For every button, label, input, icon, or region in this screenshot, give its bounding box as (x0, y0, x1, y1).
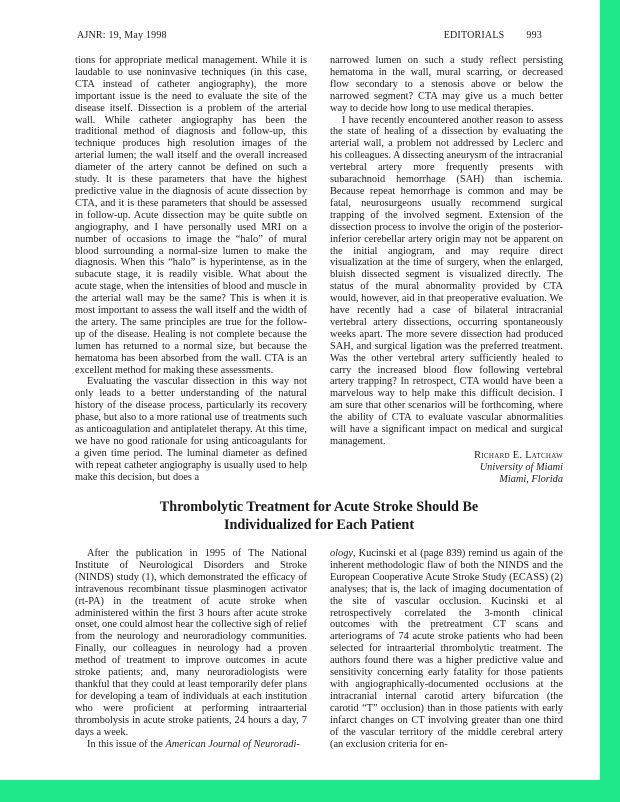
text-run: In this issue of the (87, 738, 166, 750)
editorial2-left-column (75, 548, 307, 750)
body-paragraph: tions for appropriate medical management. While it is laudable to use noninvasive techniques (in this case, CTA instead of catheter angiography), the more important issue is the need to evaluate the site of the disease itself. Dissection is a problem of the arterial wall. While catheter angiography has been the traditional method of diagnosis and follow-up, this technique produces high resolution images of the arterial lumen; the wall itself and the overall increased diameter of the artery cannot be defined on such a study. It is these parameters that have the highest predictive value in the diagnosis of acute dissection by CTA, and it is these parameters that should be assessed in follow-up. Acute dissection may be quite subtle on angiography, and I have personally used MRI on a number of occasions to image the “halo” of mural blood surrounding a normal-size lumen to make the diagnosis. When this “halo” is hyperintense, as in the subacute stage, it is readily visible. What about the acute stage, when the intensities of blood and muscle in the arterial wall may be the same? This is when it is most important to assess the wall itself and the width of the artery. The same principles are true for the follow-up of the disease. Healing is not complete because the lumen has returned to a normal size, but because the hematoma has been absorbed from the wall. CTA is an excellent method for making these assessments. (75, 55, 307, 376)
page-number: 993 (526, 30, 542, 41)
editorial2-right-column (330, 548, 563, 750)
title-line: Individualized for Each Patient (223, 517, 415, 533)
editorial1-left-column (75, 55, 307, 484)
body-paragraph (330, 548, 563, 750)
journal-citation: AJNR: 19, May 1998 (77, 30, 167, 41)
header-right (444, 30, 542, 41)
author-affiliation: University of Miami (479, 461, 563, 473)
author-signature (330, 450, 563, 486)
text-run: , Kucinski et al (page 839) remind us again of the inherent methodologic flaw of both the NINDS and the European Cooperative Acute Stroke Study (ECASS) (2) analyses; that is, the lack of imaging documentation of the site of vascular occlusion. Kucinski et al retrospectively correlated the 3-month clinical outcomes with the pretreatment CT scans and arteriograms of 74 acute stroke patients who had been selected for intraarterial thrombolytic treatment. The authors found there was a higher predictive value and sensitivity concerning early fatality for those patients with angiographically-documented occlusions at the intracranial internal carotid artery bifurcation (the carotid “T” occlusion) than in those patients with early infarct changes on CT involving greater than one third of the vascular territory of the middle cerebral artery (an exclusion criteria for en- (330, 548, 563, 750)
section-label: EDITORIALS (443, 30, 505, 41)
body-paragraph: narrowed lumen on such a study reflect persisting hematoma in the wall, mural scarring, or decreased flow secondary to a stenosis above or below the narrowed segment? CTA may give us a much better way to decide how long to use medical therapies. (330, 55, 563, 114)
journal-name: ology (330, 548, 353, 559)
editorial1-right-column (330, 55, 563, 486)
body-paragraph: After the publication in 1995 of The National Institute of Neurological Disorders and Stroke (NINDS) study (1), which demonstrated the efficacy of intravenous recombinant tissue plasminogen activator (rt-PA) in the treatment of acute stroke when administered within the first 3 hours after acute stroke onset, one could almost hear the collective sigh of relief from the neurology and neuroradiology communities. Finally, our colleagues in neurology had a proven method of treatment to improve outcomes in acute stroke patients; and, many neuroradiologists were thankful that they could at least temporarily defer plans for developing a team of individuals at each institution who were proficient at performing intraarterial thrombolysis in acute stroke patients, 24 hours a day, 7 days a week. (75, 548, 307, 738)
body-paragraph: Evaluating the vascular dissection in this way not only leads to a better understanding of the natural history of the disease process, particularly its recovery phase, but also to a more rational use of treatments such as anticoagulation and antiplatelet therapy. At this time, we have no good rationale for using anticoagulants for a given time period. The luminal diameter as defined with repeat catheter angiography is usually used to help make this decision, but does a (75, 376, 307, 483)
author-name: Richard E. Latchaw (474, 449, 563, 461)
author-location: Miami, Florida (499, 473, 563, 485)
editorial-title (75, 498, 563, 534)
title-line: Thrombolytic Treatment for Acute Stroke Should Be (159, 499, 479, 515)
body-paragraph (75, 739, 307, 751)
running-header (77, 30, 542, 41)
journal-name: American Journal of Neuroradi- (165, 738, 300, 750)
body-paragraph: I have recently encountered another reason to assess the state of healing of a dissection by evaluating the arterial wall, a problem not addressed by Leclerc and his colleagues. A dissecting aneurysm of the intracranial vertebral artery more frequently presents with subarachnoid hemorrhage (SAH) than ischemia. Because repeat hemorrhage is common and may be fatal, neurosurgeons usually recommend surgical trapping of the involved segment. Extension of the dissection process to involve the origin of the posterior-inferior cerebellar artery origin may not be apparent on the initial angiogram, and may require direct visualization at the time of surgery, when the enlarged, bluish dissected segment is visualized directly. The status of the mural abnormality provided by CTA would, however, aid in that preoperative evaluation. We have recently had a case of bilateral intracranial vertebral artery dissections, occurring spontaneously weeks apart. The more severe dissection had produced SAH, and surgical ligation was the preferred treatment. Was the other vertebral artery sufficiently healed to carry the increased blood flow following vertebral artery trapping? In retrospect, CTA would have been a marvelous way to help make this difficult decision. I am sure that other scenarios will be forthcoming, where the ability of CTA to evaluate vascular abnormalities will have a significant impact on medical and surgical management. (330, 114, 563, 447)
